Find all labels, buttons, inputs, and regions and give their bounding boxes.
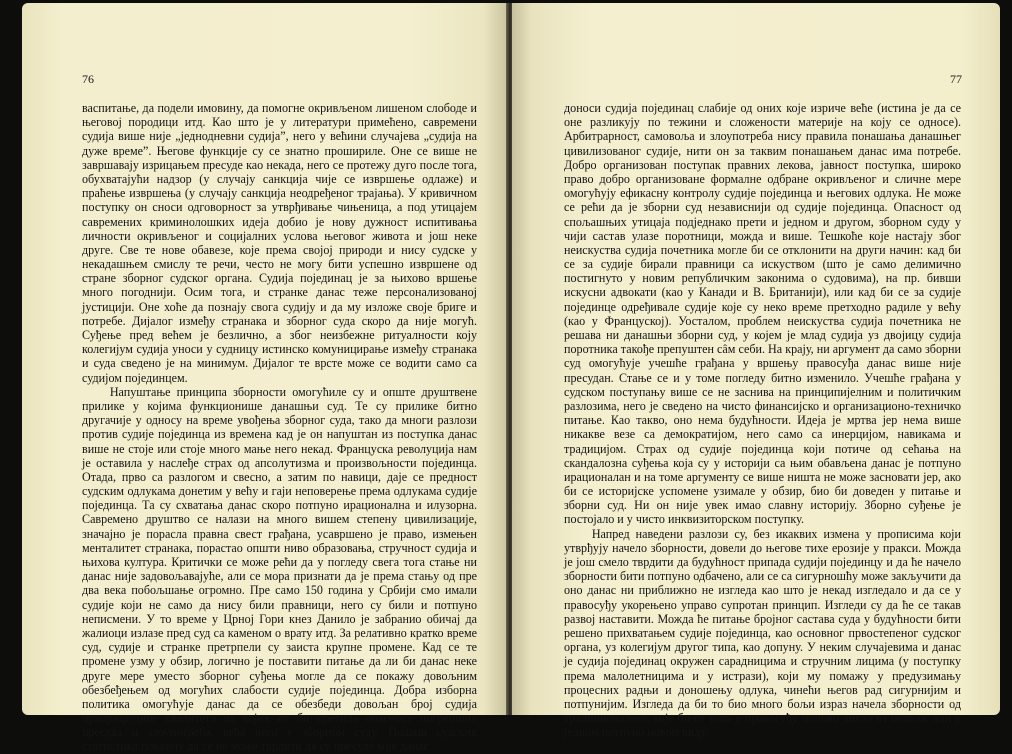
left-page <box>22 3 508 754</box>
paragraph: доноси судија појединац слабије од оних које изриче веће (истина је да се оне разликују по тежини и сложености материје на коју се односе). Арбитрарност, самовоља и злоупотреба нису правила понашања данашњег цивилизованог судије, нити он за таквим понашањем данас има потребе. Добро организован поступак правних лекова, јавност поступка, широко право добро организоване формалне одбране окривљеног и сличне мере омогућују ефикасну контролу судије појединца и његових одлука. Не може се рећи да је зборни суд независнији од судије појединца. Опасност од спољашњих утицаја подједнако прети и једном и другом, зборном суду у чији састав улазе поротници, можда и више. Тешкоће које настају због неискуства судија почетника могле би се отклонити на други начин: кад би се за судије бирали правници са искуством (што је само делимично постигнуто у новим републичким законима о судовима), на пр. бивши искусни адвокати (као у Канади и В. Британији), или кад би се за судије појединце одређивале судије које су неко време претходно радиле у већу (као у Француској). Уосталом, проблем неискуства судија почетника не решава ни данашњи зборни суд, у којем је млад судија уз двојицу судија поротника такође препуштен сâм себи. На крају, ни аргумент да само зборни суд омогућује учешће грађана у вршењу правосуђа данас више није пресудан. Стање се и у томе погледу битно изменило. Учешће грађана у судском поступању више се не заснива на принципијелним и политичким разлозима, него је сведено на чисто финансијско и организационо-техничко питање. Као такво, оно нема будућности. Идеја је мртва јер нема више никакве везе са демократијом, него само са инерцијом, навикама и традицијом. Страх од судије појединца који потиче од сећања на скандалозна суђења која су у историји са њим обављена данас је потпуно ирационалан и на томе аргументу се више ништа не може засновати јер, ако би се историјске успомене узимале у обзир, био би доведен у питање и зборни суд. Ни он није увек имао славну историју. Зборно суђење је постојало и у чисто инквизиторском поступку. <box>564 101 961 527</box>
page-number-right: 77 <box>950 72 962 86</box>
right-page <box>512 3 1000 740</box>
left-page-text <box>82 101 477 754</box>
paragraph: Напред наведени разлози су, без икаквих измена у прописима који утврђују начело зборности, довели до његове тихе ерозије у пракси. Можда је још смело тврдити да будућност припада судији појединцу и да ће начело зборности бити потпуно одбачено, али се са сигурношћу може закључити да оно данас ни приближно не изгледа као што је некад изгледало и да се у правосуђу укорењено управо супротан принцип. Изгледи су да ће се такав развој наставити. Можда ће питање бројног састава суда у будућности бити решено прихватањем судије појединца, као основног првостепеног судског органа, уз колегијум другог типа, као допуну. У неким случајевима и данас је судија појединац окружен сарадницима и стручним лицима (у поступку према малолетницима и у истрази), који му помажу у предузимању процесних радњи и доношењу одлука, чинећи његов рад сигурнијим и потпунијим. Изгледа да би то био много бољи израз начела зборности од традиционалног, које би се тако у правосуђу поново дигло из пепела, али у једном потпуно новом виду. <box>564 526 961 740</box>
paragraph: васпитање, да подели имовину, да помогне окривљеном лишеном слободе и његовој породици итд. Као што је у литератури примећено, савремени судија више није „једнодневни судија”, него у већини случајева „судија на дуже време”. Његове функције су се знатно прошириле. Оне се више не завршавају изрицањем пресуде као некада, него се протежу дуго после тога, обухватајући надзор (у случају санкција чије се извршење одлаже) и праћење извршења (у случају санкција неодређеног трајања). У кривичном поступку он сноси одговорност за утврђивање чињеница, а под утицајем савремених криминолошких идеја добио је нову дужност испитивања личности окривљеног и социјалних услова његовог живота и још неке друге. Све те нове обавезе, које према својој природи и нису судске у некадашњем смислу те речи, често не могу бити успешно извршене од стране зборног судског органа. Судија појединац је за њихово вршење много погоднији. Осим тога, и странке данас теже персонализованој јустицији. Оне хоће да познају свога судију и да му изложе своје бриге и потребе. Дијалог између странака и зборног суда скоро да није могућ. Суђење пред већем је безлично, а због неизбежне ритуалности коју колегијум судија уноси у судницу истинско комуницирање између странака и суда сведено је на минимум. Дијалог те врсте може се водити само са судијом појединцем. <box>82 101 477 385</box>
book-spread <box>4 3 1008 754</box>
paragraph: Напуштање принципа зборности омогућиле су и опште друштвене прилике у којима функционише данашњи суд. Те су прилике битно другачије у односу на време увођења зборног суда, тако да многи разлози против судије појединца из времена кад је он напуштан из поступка данас више не стоје или стоје много мање него некад. Француска револуција нам је оставила у наслеђе страх од апсолутизма и произвољности појединца. Отада, прво са разлогом и свесно, а затим по навици, даје се предност судским одлукама донетим у већу и гаји неповерење према одлукама судије појединца. Та су схватања данас скоро потпуно ирационална и илузорна. Савремено друштво се налази на много вишем степену цивилизације, значајно је порасла правна свест грађана, усавршено је право, измењен менталитет странака, порастао општи ниво образовања, стручност судија и њихова култура. Критички се може рећи да у погледу свега тога стање ни данас није задовољавајуће, али се мора признати да је према стању од пре два века побољшање огромно. Пре само 150 година у Србији смо имали судије који не само да нису били правници, него су били и потпуно неписмени. У то време у Црној Гори кнез Данило је забранио обичај да жалиоци излазе пред суд са каменом о врату итд. За релативно кратко време суд, судије и странке претрпели су заиста крупне промене. Кад се те промене узму у обзир, логично је поставити питање да ли би данас неке друге мере уместо зборног суђења могле да се покажу довољним обезбеђењем од могућих слабости судије појединца. Добра изборна политика омогућује данас да се обезбеди довољан број судија прворазредног квалитета од којих не би претила опасност погрешних пресуда и злоупотреба, већа него у зборном суду. Подаци судских статистика показују да се не може тврдити да су пресуде које данас <box>82 384 477 754</box>
page-number-left: 76 <box>82 72 94 86</box>
right-page-text <box>564 101 961 739</box>
